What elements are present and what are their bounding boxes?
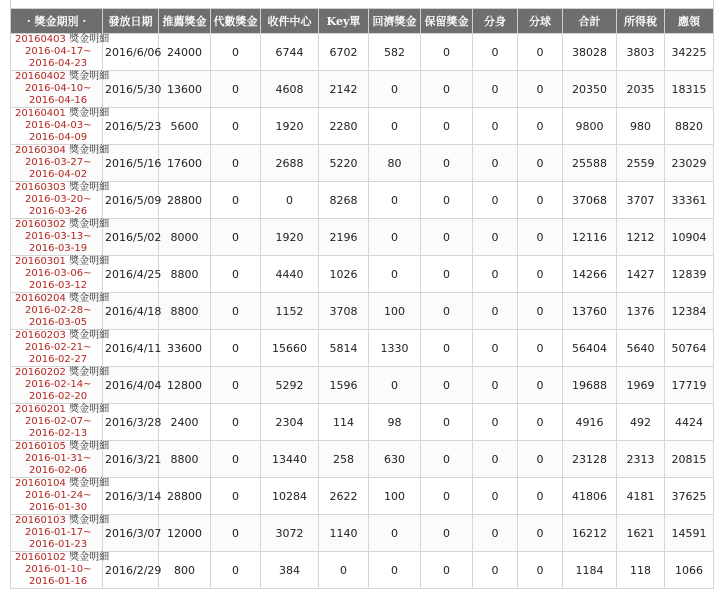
amount-cell: 0 — [518, 219, 563, 256]
col-header: 保留獎金 — [421, 9, 473, 34]
period-cell[interactable] — [11, 367, 110, 404]
amount-cell: 1330 — [369, 330, 421, 367]
amount-cell: 0 — [211, 478, 261, 515]
amount-cell: 2196 — [319, 219, 369, 256]
amount-cell: 0 — [421, 219, 473, 256]
period-end: 2016-04-02 — [29, 169, 88, 180]
period-end: 2016-02-27 — [29, 354, 88, 365]
amount-cell: 12116 — [563, 219, 617, 256]
amount-cell: 98 — [369, 404, 421, 441]
amount-cell: 0 — [518, 256, 563, 293]
amount-cell: 0 — [518, 182, 563, 219]
period-id[interactable]: 20160201 — [15, 404, 66, 415]
table-row — [11, 478, 714, 515]
period-cell[interactable] — [11, 293, 110, 330]
payout-date-cell: 2016/4/11 — [103, 330, 159, 367]
period-start: 2016-03-06~ — [25, 268, 92, 279]
amount-cell: 0 — [421, 441, 473, 478]
amount-cell: 8000 — [159, 219, 211, 256]
amount-cell: 0 — [211, 515, 261, 552]
top-band — [10, 0, 714, 8]
amount-cell: 28800 — [159, 182, 211, 219]
period-end: 2016-04-23 — [29, 58, 88, 69]
amount-cell: 1376 — [617, 293, 665, 330]
amount-cell: 4424 — [665, 404, 714, 441]
amount-cell: 80 — [369, 145, 421, 182]
table-row — [11, 404, 714, 441]
period-cell[interactable] — [11, 478, 110, 515]
amount-cell: 56404 — [563, 330, 617, 367]
bonus-detail-link[interactable]: 獎金明細 — [69, 330, 110, 341]
amount-cell: 0 — [473, 404, 518, 441]
amount-cell: 0 — [421, 293, 473, 330]
amount-cell: 630 — [369, 441, 421, 478]
amount-cell: 0 — [369, 182, 421, 219]
bonus-detail-link[interactable]: 獎金明細 — [69, 108, 110, 119]
amount-cell: 12839 — [665, 256, 714, 293]
period-id[interactable]: 20160102 — [15, 552, 66, 563]
bonus-detail-link[interactable]: 獎金明細 — [69, 515, 110, 526]
amount-cell: 20350 — [563, 71, 617, 108]
amount-cell: 118 — [617, 552, 665, 589]
amount-cell: 0 — [319, 552, 369, 589]
amount-cell: 2688 — [261, 145, 319, 182]
col-header: 回濟獎金 — [369, 9, 421, 34]
amount-cell: 0 — [518, 34, 563, 71]
col-header: Key單 — [319, 9, 369, 34]
period-cell[interactable] — [11, 219, 110, 256]
table-row — [11, 108, 714, 145]
amount-cell: 37068 — [563, 182, 617, 219]
period-cell[interactable] — [11, 552, 110, 589]
col-header: 分球 — [518, 9, 563, 34]
amount-cell: 1184 — [563, 552, 617, 589]
payout-date-cell: 2016/5/02 — [103, 219, 159, 256]
period-start: 2016-02-28~ — [25, 305, 92, 316]
amount-cell: 12800 — [159, 367, 211, 404]
amount-cell: 0 — [473, 478, 518, 515]
period-cell[interactable] — [11, 71, 110, 108]
amount-cell: 6744 — [261, 34, 319, 71]
amount-cell: 0 — [518, 330, 563, 367]
amount-cell: 24000 — [159, 34, 211, 71]
period-start: 2016-01-24~ — [25, 490, 92, 501]
amount-cell: 5220 — [319, 145, 369, 182]
amount-cell: 41806 — [563, 478, 617, 515]
period-cell[interactable] — [11, 108, 110, 145]
amount-cell: 2559 — [617, 145, 665, 182]
payout-date-cell: 2016/3/21 — [103, 441, 159, 478]
amount-cell: 25588 — [563, 145, 617, 182]
amount-cell: 980 — [617, 108, 665, 145]
payout-date-cell: 2016/5/30 — [103, 71, 159, 108]
amount-cell: 8800 — [159, 293, 211, 330]
amount-cell: 6702 — [319, 34, 369, 71]
payout-date-cell: 2016/6/06 — [103, 34, 159, 71]
bonus-detail-link[interactable]: 獎金明細 — [69, 256, 110, 267]
payout-date-cell: 2016/3/14 — [103, 478, 159, 515]
amount-cell: 0 — [211, 145, 261, 182]
col-header: 應領 — [665, 9, 714, 34]
period-cell[interactable] — [11, 34, 110, 71]
amount-cell: 0 — [473, 441, 518, 478]
table-row — [11, 441, 714, 478]
table-row — [11, 256, 714, 293]
amount-cell: 8820 — [665, 108, 714, 145]
amount-cell: 0 — [518, 515, 563, 552]
amount-cell: 23029 — [665, 145, 714, 182]
amount-cell: 0 — [473, 330, 518, 367]
amount-cell: 384 — [261, 552, 319, 589]
amount-cell: 0 — [211, 108, 261, 145]
amount-cell: 33361 — [665, 182, 714, 219]
bonus-table — [10, 8, 714, 589]
amount-cell: 0 — [211, 293, 261, 330]
bonus-table-body — [11, 34, 714, 589]
amount-cell: 1920 — [261, 219, 319, 256]
col-header: 合計 — [563, 9, 617, 34]
amount-cell: 34225 — [665, 34, 714, 71]
amount-cell: 492 — [617, 404, 665, 441]
period-id[interactable]: 20160402 — [15, 71, 66, 82]
amount-cell: 0 — [211, 219, 261, 256]
amount-cell: 5640 — [617, 330, 665, 367]
amount-cell: 3708 — [319, 293, 369, 330]
amount-cell: 0 — [211, 330, 261, 367]
period-end: 2016-02-20 — [29, 391, 88, 402]
period-id[interactable]: 20160304 — [15, 145, 66, 156]
amount-cell: 0 — [421, 182, 473, 219]
table-row — [11, 293, 714, 330]
amount-cell: 10904 — [665, 219, 714, 256]
amount-cell: 12000 — [159, 515, 211, 552]
amount-cell: 2400 — [159, 404, 211, 441]
amount-cell: 0 — [421, 108, 473, 145]
amount-cell: 0 — [518, 478, 563, 515]
amount-cell: 17600 — [159, 145, 211, 182]
amount-cell: 10284 — [261, 478, 319, 515]
amount-cell: 20815 — [665, 441, 714, 478]
amount-cell: 8800 — [159, 441, 211, 478]
payout-date-cell: 2016/5/16 — [103, 145, 159, 182]
period-id[interactable]: 20160303 — [15, 182, 66, 193]
amount-cell: 5600 — [159, 108, 211, 145]
amount-cell: 0 — [473, 367, 518, 404]
amount-cell: 1026 — [319, 256, 369, 293]
bonus-detail-link[interactable]: 獎金明細 — [69, 293, 110, 304]
amount-cell: 2304 — [261, 404, 319, 441]
amount-cell: 0 — [369, 367, 421, 404]
amount-cell: 0 — [473, 71, 518, 108]
period-start: 2016-02-07~ — [25, 416, 92, 427]
amount-cell: 0 — [518, 552, 563, 589]
amount-cell: 12384 — [665, 293, 714, 330]
amount-cell: 4608 — [261, 71, 319, 108]
period-id[interactable]: 20160104 — [15, 478, 66, 489]
bonus-detail-link[interactable]: 獎金明細 — [69, 34, 110, 45]
bonus-detail-link[interactable]: 獎金明細 — [69, 145, 110, 156]
amount-cell: 114 — [319, 404, 369, 441]
period-start: 2016-04-17~ — [25, 46, 92, 57]
amount-cell: 15660 — [261, 330, 319, 367]
amount-cell: 4181 — [617, 478, 665, 515]
amount-cell: 1969 — [617, 367, 665, 404]
amount-cell: 14591 — [665, 515, 714, 552]
payout-date-cell: 2016/4/25 — [103, 256, 159, 293]
amount-cell: 0 — [473, 182, 518, 219]
amount-cell: 2142 — [319, 71, 369, 108]
amount-cell: 0 — [421, 552, 473, 589]
amount-cell: 0 — [421, 256, 473, 293]
amount-cell: 2313 — [617, 441, 665, 478]
amount-cell: 0 — [473, 34, 518, 71]
amount-cell: 0 — [421, 478, 473, 515]
amount-cell: 100 — [369, 478, 421, 515]
amount-cell: 0 — [369, 515, 421, 552]
col-header: · 獎金期別 · — [11, 9, 103, 34]
period-end: 2016-01-16 — [29, 576, 88, 587]
period-id[interactable]: 20160301 — [15, 256, 66, 267]
amount-cell: 0 — [473, 293, 518, 330]
amount-cell: 0 — [421, 404, 473, 441]
period-id[interactable]: 20160202 — [15, 367, 66, 378]
amount-cell: 4440 — [261, 256, 319, 293]
period-start: 2016-01-31~ — [25, 453, 92, 464]
amount-cell: 1140 — [319, 515, 369, 552]
payout-date-cell: 2016/2/29 — [103, 552, 159, 589]
amount-cell: 16212 — [563, 515, 617, 552]
period-end: 2016-01-30 — [29, 502, 88, 513]
period-start: 2016-02-14~ — [25, 379, 92, 390]
amount-cell: 0 — [211, 256, 261, 293]
payout-date-cell: 2016/3/28 — [103, 404, 159, 441]
col-header: 推薦獎金 — [159, 9, 211, 34]
period-cell[interactable] — [11, 404, 110, 441]
payout-date-cell: 2016/3/07 — [103, 515, 159, 552]
period-end: 2016-02-13 — [29, 428, 88, 439]
bonus-detail-link[interactable]: 獎金明細 — [69, 552, 110, 563]
period-cell[interactable] — [11, 182, 110, 219]
period-cell[interactable] — [11, 515, 110, 552]
amount-cell: 37625 — [665, 478, 714, 515]
amount-cell: 28800 — [159, 478, 211, 515]
amount-cell: 0 — [473, 108, 518, 145]
amount-cell: 1621 — [617, 515, 665, 552]
amount-cell: 0 — [369, 219, 421, 256]
amount-cell: 0 — [211, 34, 261, 71]
period-start: 2016-02-21~ — [25, 342, 92, 353]
period-start: 2016-03-13~ — [25, 231, 92, 242]
table-row — [11, 367, 714, 404]
table-row — [11, 552, 714, 589]
bonus-detail-link[interactable]: 獎金明細 — [69, 478, 110, 489]
amount-cell: 5814 — [319, 330, 369, 367]
payout-date-cell: 2016/4/18 — [103, 293, 159, 330]
table-row — [11, 219, 714, 256]
amount-cell: 0 — [473, 256, 518, 293]
period-start: 2016-03-27~ — [25, 157, 92, 168]
amount-cell: 38028 — [563, 34, 617, 71]
amount-cell: 0 — [421, 515, 473, 552]
period-end: 2016-04-09 — [29, 132, 88, 143]
amount-cell: 1066 — [665, 552, 714, 589]
payout-date-cell: 2016/4/04 — [103, 367, 159, 404]
period-end: 2016-01-23 — [29, 539, 88, 550]
amount-cell: 8268 — [319, 182, 369, 219]
bonus-detail-link[interactable]: 獎金明細 — [69, 367, 110, 378]
period-cell[interactable] — [11, 441, 110, 478]
amount-cell: 0 — [211, 441, 261, 478]
table-header-row — [11, 9, 714, 34]
amount-cell: 8800 — [159, 256, 211, 293]
period-id[interactable]: 20160302 — [15, 219, 66, 230]
amount-cell: 0 — [473, 552, 518, 589]
col-header: 分身 — [473, 9, 518, 34]
amount-cell: 0 — [211, 552, 261, 589]
amount-cell: 2035 — [617, 71, 665, 108]
amount-cell: 0 — [211, 182, 261, 219]
period-end: 2016-04-16 — [29, 95, 88, 106]
period-start: 2016-01-10~ — [25, 564, 92, 575]
period-end: 2016-03-26 — [29, 206, 88, 217]
period-cell[interactable] — [11, 256, 110, 293]
amount-cell: 258 — [319, 441, 369, 478]
col-header: 所得稅 — [617, 9, 665, 34]
amount-cell: 0 — [518, 404, 563, 441]
amount-cell: 0 — [421, 330, 473, 367]
period-end: 2016-03-05 — [29, 317, 88, 328]
period-start: 2016-04-03~ — [25, 120, 92, 131]
amount-cell: 5292 — [261, 367, 319, 404]
table-row — [11, 182, 714, 219]
amount-cell: 0 — [473, 219, 518, 256]
amount-cell: 0 — [518, 108, 563, 145]
period-id[interactable]: 20160105 — [15, 441, 66, 452]
amount-cell: 0 — [211, 404, 261, 441]
table-row — [11, 515, 714, 552]
payout-date-cell: 2016/5/23 — [103, 108, 159, 145]
bonus-detail-link[interactable]: 獎金明細 — [69, 404, 110, 415]
period-start: 2016-03-20~ — [25, 194, 92, 205]
amount-cell: 1152 — [261, 293, 319, 330]
payout-date-cell: 2016/5/09 — [103, 182, 159, 219]
period-end: 2016-03-12 — [29, 280, 88, 291]
period-id[interactable]: 20160401 — [15, 108, 66, 119]
col-header: 收件中心 — [261, 9, 319, 34]
amount-cell: 0 — [421, 71, 473, 108]
amount-cell: 0 — [211, 71, 261, 108]
amount-cell: 3072 — [261, 515, 319, 552]
amount-cell: 14266 — [563, 256, 617, 293]
amount-cell: 9800 — [563, 108, 617, 145]
table-row — [11, 34, 714, 71]
amount-cell: 0 — [421, 367, 473, 404]
amount-cell: 0 — [518, 367, 563, 404]
amount-cell: 800 — [159, 552, 211, 589]
amount-cell: 23128 — [563, 441, 617, 478]
bonus-detail-link[interactable]: 獎金明細 — [69, 182, 110, 193]
amount-cell: 0 — [369, 256, 421, 293]
amount-cell: 18315 — [665, 71, 714, 108]
bonus-detail-link[interactable]: 獎金明細 — [69, 441, 110, 452]
amount-cell: 1427 — [617, 256, 665, 293]
period-cell[interactable] — [11, 145, 110, 182]
period-id[interactable]: 20160403 — [15, 34, 66, 45]
amount-cell: 13440 — [261, 441, 319, 478]
amount-cell: 0 — [211, 367, 261, 404]
amount-cell: 0 — [261, 182, 319, 219]
period-id[interactable]: 20160204 — [15, 293, 66, 304]
period-end: 2016-02-06 — [29, 465, 88, 476]
period-start: 2016-04-10~ — [25, 83, 92, 94]
table-row — [11, 330, 714, 367]
amount-cell: 50764 — [665, 330, 714, 367]
period-cell[interactable] — [11, 330, 110, 367]
bonus-detail-link[interactable]: 獎金明細 — [69, 71, 110, 82]
bonus-detail-link[interactable]: 獎金明細 — [69, 219, 110, 230]
amount-cell: 13760 — [563, 293, 617, 330]
amount-cell: 0 — [518, 293, 563, 330]
amount-cell: 1212 — [617, 219, 665, 256]
period-start: 2016-01-17~ — [25, 527, 92, 538]
period-id[interactable]: 20160103 — [15, 515, 66, 526]
period-id[interactable]: 20160203 — [15, 330, 66, 341]
amount-cell: 3803 — [617, 34, 665, 71]
table-row — [11, 71, 714, 108]
col-header: 代數獎金 — [211, 9, 261, 34]
amount-cell: 1920 — [261, 108, 319, 145]
amount-cell: 4916 — [563, 404, 617, 441]
amount-cell: 0 — [369, 108, 421, 145]
amount-cell: 33600 — [159, 330, 211, 367]
amount-cell: 0 — [473, 145, 518, 182]
amount-cell: 0 — [421, 34, 473, 71]
amount-cell: 19688 — [563, 367, 617, 404]
amount-cell: 0 — [421, 145, 473, 182]
amount-cell: 1596 — [319, 367, 369, 404]
amount-cell: 0 — [369, 552, 421, 589]
amount-cell: 2622 — [319, 478, 369, 515]
amount-cell: 0 — [369, 71, 421, 108]
col-header: 發放日期 — [103, 9, 159, 34]
amount-cell: 100 — [369, 293, 421, 330]
amount-cell: 0 — [518, 145, 563, 182]
period-end: 2016-03-19 — [29, 243, 88, 254]
amount-cell: 0 — [518, 71, 563, 108]
amount-cell: 17719 — [665, 367, 714, 404]
amount-cell: 2280 — [319, 108, 369, 145]
amount-cell: 13600 — [159, 71, 211, 108]
amount-cell: 0 — [473, 515, 518, 552]
amount-cell: 582 — [369, 34, 421, 71]
table-row — [11, 145, 714, 182]
amount-cell: 3707 — [617, 182, 665, 219]
amount-cell: 0 — [518, 441, 563, 478]
